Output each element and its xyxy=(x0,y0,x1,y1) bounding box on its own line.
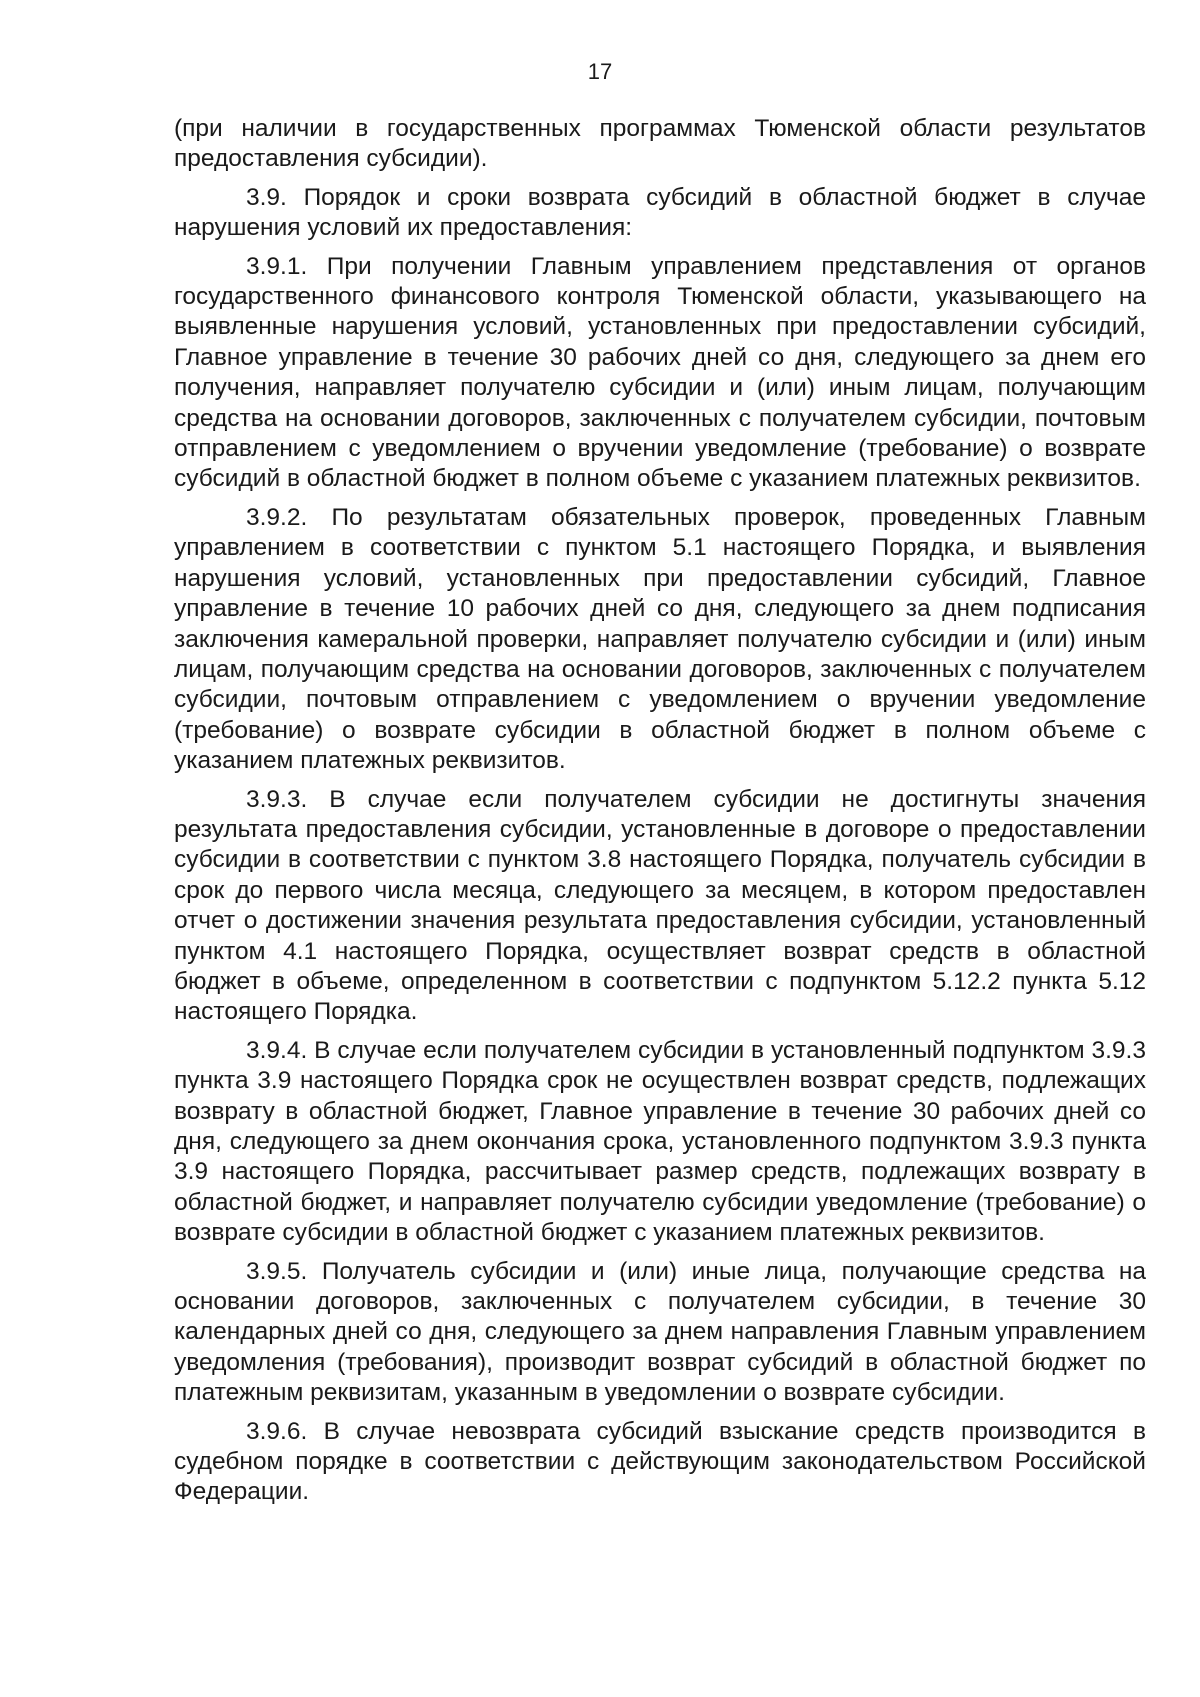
paragraph-3-9: 3.9. Порядок и сроки возврата субсидий в областной бюджет в случае нарушения условий их предоставления: xyxy=(174,183,1146,242)
page-number: 17 xyxy=(587,59,613,84)
paragraph-3-9-5: 3.9.5. Получатель субсидии и (или) иные лица, получающие средства на основании договоров, заключенных с получателем субсидии, в течение 30 календарных дней со дня, следующего за днем направления Главным управлением уведомления (требования), производит возврат субсидий в областной бюджет по платежным реквизитам, указанным в уведомлении о возврате субсидии. xyxy=(174,1257,1146,1407)
paragraph-3-9-4: 3.9.4. В случае если получателем субсидии в установленный подпунктом 3.9.3 пункта 3.9 настоящего Порядка срок не осуществлен возврат средств, подлежащих возврату в областной бюджет, Главное управление в течение 30 рабочих дней со дня, следующего за днем окончания срока, установленного подпунктом 3.9.3 пункта 3.9 настоящего Порядка, рассчитывает размер средств, подлежащих возврату в областной бюджет, и направляет получателю субсидии уведомление (требование) о возврате субсидии в областной бюджет с указанием платежных реквизитов. xyxy=(174,1036,1146,1247)
paragraph-3-9-2: 3.9.2. По результатам обязательных проверок, проведенных Главным управлением в соответствии с пунктом 5.1 настоящего Порядка, и выявления нарушения условий, установленных при предоставлении субсидий, Главное управление в течение 10 рабочих дней со дня, следующего за днем подписания заключения камеральной проверки, направляет получателю субсидии и (или) иным лицам, получающим средства на основании договоров, заключенных с получателем субсидии, почтовым отправлением с уведомлением о вручении уведомление (требование) о возврате субсидии в областной бюджет в полном объеме с указанием платежных реквизитов. xyxy=(174,503,1146,775)
paragraph-3-9-6: 3.9.6. В случае невозврата субсидий взыскание средств производится в судебном порядке в соответствии с действующим законодательством Российской Федерации. xyxy=(174,1417,1146,1506)
page-body xyxy=(174,114,1146,1516)
paragraph-continuation: (при наличии в государственных программах Тюменской области результатов предоставления субсидии). xyxy=(174,115,1146,173)
paragraph-3-9-3: 3.9.3. В случае если получателем субсидии не достигнуты значения результата предоставления субсидии, установленные в договоре о предоставлении субсидии в соответствии с пунктом 3.8 настоящего Порядка, получатель субсидии в срок до первого числа месяца, следующего за месяцем, в котором предоставлен отчет о достижении значения результата предоставления субсидии, установленный пунктом 4.1 настоящего Порядка, осуществляет возврат средств в областной бюджет в объеме, определенном в соответствии с подпунктом 5.12.2 пункта 5.12 настоящего Порядка. xyxy=(174,785,1146,1026)
paragraph-3-9-1: 3.9.1. При получении Главным управлением представления от органов государственного финансового контроля Тюменской области, указывающего на выявленные нарушения условий, установленных при предоставлении субсидий, Главное управление в течение 30 рабочих дней со дня, следующего за днем его получения, направляет получателю субсидии и (или) иным лицам, получающим средства на основании договоров, заключенных с получателем субсидии, почтовым отправлением с уведомлением о вручении уведомление (требование) о возврате субсидий в областной бюджет в полном объеме с указанием платежных реквизитов. xyxy=(174,252,1146,493)
